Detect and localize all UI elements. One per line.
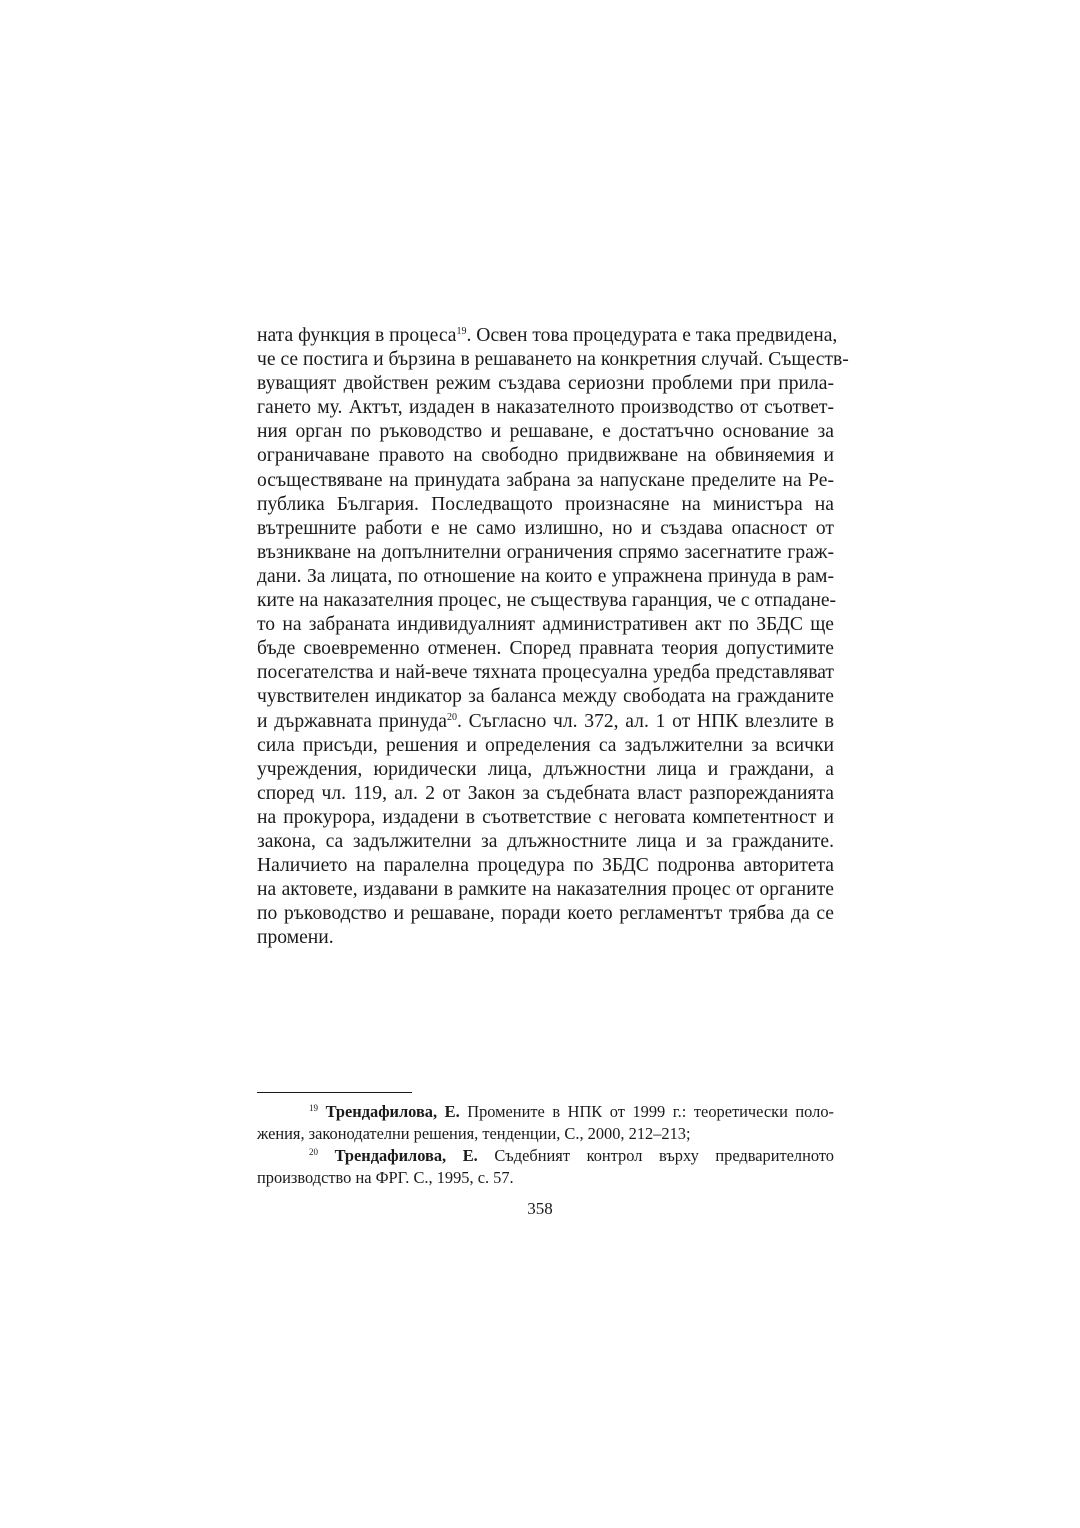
page-number: 358 <box>527 1199 553 1218</box>
body-line: според чл. 119, ал. 2 от Закон за съдебната власт разпорежданията <box>257 782 834 804</box>
footnotes <box>257 1101 834 1189</box>
body-line: вътрешните работи е не само излишно, но и създава опасност от <box>257 517 834 539</box>
footnote-line: $^{20}$ Трендафилова, Е. Съдебният контрол върху предварителното <box>309 1146 834 1165</box>
body-line: дани. За лицата, по отношение на които е упражнена принуда в рам- <box>257 565 834 587</box>
body-line: осъществяване на принудата забрана за напускане пределите на Ре- <box>257 469 834 491</box>
body-line: ния орган по ръководство и решаване, е достатъчно основание за <box>257 421 834 443</box>
body-line: промени. <box>257 927 334 949</box>
footnote-separator <box>257 1092 412 1093</box>
body-line: вуващият двойствен режим създава сериозни проблеми при прила- <box>257 373 834 395</box>
body-line: на актовете, издавани в рамките на наказателния процес от органите <box>257 879 834 901</box>
body-line: ките на наказателния процес, не съществува гаранция, че с отпадане- <box>257 590 837 612</box>
body-line: гането му. Актът, издаден в наказателното производство от съответ- <box>257 397 834 419</box>
body-line: то на забраната индивидуалният административен акт по ЗБДС ще <box>257 614 834 636</box>
body-line: бъде своевременно отменен. Според правната теория допустимите <box>257 638 834 660</box>
body-line: публика България. Последващото произнасяне на министъра на <box>257 493 834 515</box>
body-line: сила присъди, решения и определения са задължителни за всички <box>257 734 834 756</box>
body-line: че се постига и бързина в решаването на конкретния случай. Съществ- <box>257 349 849 371</box>
body-line: и държавната принуда$^{20}$. Съгласно чл. 372, ал. 1 от НПК влезлите в <box>257 710 834 732</box>
footnote-19 <box>257 1101 834 1145</box>
body-line: по ръководство и решаване, поради което регламентът трябва да се <box>257 903 834 925</box>
body-line: закона, са задължителни за длъжностните лица и за гражданите. <box>257 830 834 852</box>
body-line: възникване на допълнителни ограничения спрямо засегнатите граж- <box>257 541 834 563</box>
footnote-line: производство на ФРГ. С., 1995, с. 57. <box>257 1168 514 1187</box>
footnote-line: жения, законодателни решения, тенденции, С., 2000, 212–213; <box>257 1124 691 1143</box>
body-paragraph <box>257 324 849 950</box>
footnote-marker: 19 <box>309 1103 318 1113</box>
footnote-ref-19[interactable]: 19 <box>456 326 467 337</box>
footnote-ref-20[interactable]: 20 <box>446 711 457 723</box>
body-line: ограничаване правото на свободно придвижване на обвиняемия и <box>257 445 834 467</box>
footnote-author: Трендафилова, Е. <box>325 1102 460 1121</box>
body-line: ната функция в процеса$^{19}$. Освен това процедурата е така предвидена, <box>257 325 838 346</box>
footnote-line: $^{19}$ Трендафилова, Е. Промените в НПК от 1999 г.: теоретически поло- <box>309 1102 834 1121</box>
body-line: учреждения, юридически лица, длъжностни лица и граждани, а <box>257 758 834 780</box>
body-line: на прокурора, издадени в съответствие с неговата компетентност и <box>257 806 834 828</box>
body-line: чувствителен индикатор за баланса между свободата на гражданите <box>257 686 834 708</box>
body-line: Наличието на паралелна процедура по ЗБДС подронва авторитета <box>257 855 834 877</box>
footnote-marker: 20 <box>309 1147 318 1157</box>
footnote-author: Трендафилова, Е. <box>334 1146 478 1165</box>
body-line: посегателства и най-вече тяхната процесуална уредба представляват <box>257 662 834 684</box>
footnote-20 <box>257 1145 834 1189</box>
